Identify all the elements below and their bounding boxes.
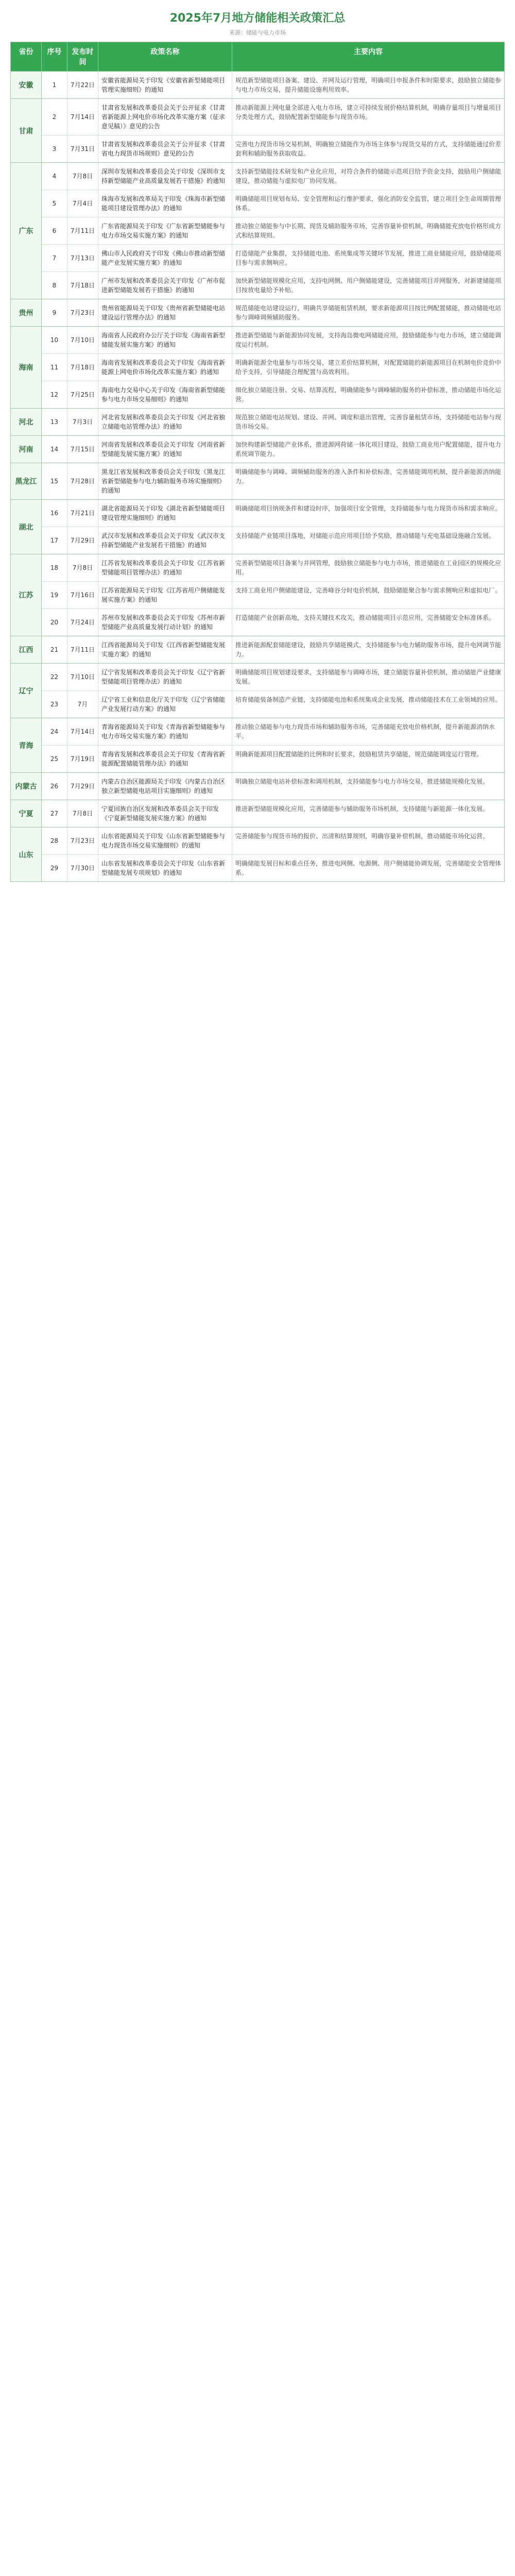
row-policy-name: 山东省能源局关于印发《山东省新型储能参与电力现货市场交易实施细则》的通知 [98, 827, 232, 854]
row-content: 明确独立储能电站补偿标准和调用机制，支持储能参与电力市场交易，推进储能规模化发展。 [235, 778, 489, 785]
province-group [11, 663, 504, 718]
row-number: 24 [42, 718, 67, 745]
table-row [42, 854, 504, 882]
row-number: 4 [42, 163, 67, 190]
province-cell: 江西 [11, 636, 42, 663]
row-policy-name: 武汉市发展和改革委员会关于印发《武汉市支持新型储能产业发展若干措施》的通知 [98, 527, 232, 554]
row-policy-name: 珠海市发展和改革局关于印发《珠海市新型储能项目建设管理办法》的通知 [98, 190, 232, 217]
row-content: 推动新能源上网电量全部进入电力市场，建立可持续发展价格结算机制，明确存量项目与增量项目分类处理方式，鼓励配置新型储能参与现货市场。 [235, 104, 502, 121]
province-group [11, 772, 504, 800]
province-group [11, 800, 504, 827]
province-group [11, 326, 504, 408]
row-policy-name: 河北省发展和改革委员会关于印发《河北省独立储能电站管理办法》的通知 [98, 409, 232, 435]
header-province: 省份 [11, 42, 42, 71]
row-policy-name: 甘肃省发展和改革委员会关于公开征求《甘肃省电力现货市场规则》意见的公告 [98, 135, 232, 162]
row-policy-name: 海南省发展和改革委员会关于印发《海南省新能源上网电价市场化改革实施方案》的通知 [98, 354, 232, 381]
row-policy-name: 广东省能源局关于印发《广东省新型储能参与电力市场交易实施方案》的通知 [98, 217, 232, 244]
table-row [42, 554, 504, 581]
province-group [11, 162, 504, 299]
row-date: 7月28日 [67, 463, 98, 499]
province-group [11, 71, 504, 98]
row-content: 明确储能项目规划建设要求，支持储能参与调峰市场，建立储能容量补偿机制，推动储能产业健康发展。 [235, 669, 502, 685]
row-policy-name: 辽宁省工业和信息化厅关于印发《辽宁省储能产业发展行动方案》的通知 [98, 691, 232, 718]
table-row [42, 463, 504, 499]
row-date: 7月30日 [67, 855, 98, 882]
province-cell: 湖北 [11, 500, 42, 554]
province-cell: 内蒙古 [11, 773, 42, 800]
row-date: 7月4日 [67, 190, 98, 217]
row-date: 7月14日 [67, 99, 98, 135]
row-policy-name: 江苏省能源局关于印发《江苏省用户侧储能发展实施方案》的通知 [98, 582, 232, 608]
header-content: 主要内容 [354, 48, 383, 56]
row-date: 7月25日 [67, 381, 98, 408]
row-number: 16 [42, 500, 67, 527]
row-number: 2 [42, 99, 67, 135]
row-number: 23 [42, 691, 67, 718]
province-cell: 甘肃 [11, 99, 42, 162]
province-group [11, 435, 504, 463]
province-group [11, 299, 504, 326]
row-content: 明确新能源全电量参与市场交易，建立差价结算机制，对配置储能的新能源项目在机制电价竞价中给予支持，引导储能合理配置与高效利用。 [235, 359, 502, 376]
row-date: 7月8日 [67, 800, 98, 827]
row-number: 7 [42, 245, 67, 272]
row-date: 7月29日 [67, 527, 98, 554]
province-cell: 辽宁 [11, 664, 42, 718]
province-rows [42, 327, 504, 408]
province-cell: 江苏 [11, 554, 42, 636]
province-cell: 海南 [11, 327, 42, 408]
row-number: 25 [42, 745, 67, 772]
row-number: 9 [42, 299, 67, 326]
page-title: 2025年7月地方储能相关政策汇总 [169, 12, 346, 25]
province-group [11, 98, 504, 162]
row-date: 7月3日 [67, 409, 98, 435]
row-date: 7月23日 [67, 827, 98, 854]
row-number: 26 [42, 773, 67, 800]
province-cell: 安徽 [11, 72, 42, 98]
row-content: 支持储能产业链项目落地，对储能示范应用项目给予奖励，推动储能与充电基础设施融合发展。 [235, 532, 495, 539]
row-date: 7月11日 [67, 636, 98, 663]
table-row [42, 773, 504, 800]
row-content: 推进新型储能与新能源协同发展，支持海岛微电网储能应用，鼓励储能参与电力市场，建立储能调度运行机制。 [235, 332, 502, 348]
row-date: 7月8日 [67, 554, 98, 581]
province-rows [42, 800, 504, 827]
row-date: 7月10日 [67, 664, 98, 690]
table-row [42, 272, 504, 299]
row-date: 7月10日 [67, 327, 98, 353]
table-row [42, 163, 504, 190]
row-policy-name: 黑龙江省发展和改革委员会关于印发《黑龙江省新型储能参与电力辅助服务市场实施细则》的通知 [98, 463, 232, 499]
row-content: 明确储能发展目标和重点任务，推进电网侧、电源侧、用户侧储能协调发展，完善储能安全管理体系。 [235, 860, 502, 876]
row-policy-name: 苏州市发展和改革委员会关于印发《苏州市新型储能产业高质量发展行动计划》的通知 [98, 609, 232, 636]
row-content: 明确储能项目纳规条件和建设时序，加强项目安全管理，支持储能参与电力现货市场和需求响应。 [235, 505, 502, 512]
row-number: 20 [42, 609, 67, 636]
table-row [42, 527, 504, 554]
province-rows [42, 773, 504, 800]
row-policy-name: 甘肃省发展和改革委员会关于公开征求《甘肃省新能源上网电价市场化改革实施方案（征求意见稿）》意见的公告 [98, 99, 232, 135]
row-content: 推进新能源配套储能建设，鼓励共享储能模式，支持储能参与电力辅助服务市场，提升电网调节能力。 [235, 641, 502, 658]
table-row [42, 353, 504, 381]
table-row [42, 664, 504, 690]
table-row [42, 99, 504, 135]
row-policy-name: 江苏省发展和改革委员会关于印发《江苏省新型储能项目管理办法》的通知 [98, 554, 232, 581]
row-number: 11 [42, 354, 67, 381]
province-group [11, 554, 504, 636]
page-subtitle: 来源：储能与电力市场 [229, 29, 286, 36]
row-policy-name: 辽宁省发展和改革委员会关于印发《辽宁省新型储能项目管理办法》的通知 [98, 664, 232, 690]
row-number: 27 [42, 800, 67, 827]
policy-table [10, 42, 505, 882]
row-content: 细化独立储能注册、交易、结算流程，明确储能参与调峰辅助服务的补偿标准，推动储能市场化运营。 [235, 386, 502, 403]
row-content: 加快新型储能规模化应用，支持电网侧、用户侧储能建设，完善储能项目并网服务，对新建储能项目按放电量给予补贴。 [235, 277, 502, 294]
row-date: 7月18日 [67, 272, 98, 299]
row-policy-name: 佛山市人民政府关于印发《佛山市推动新型储能产业发展实施方案》的通知 [98, 245, 232, 272]
row-policy-name: 内蒙古自治区能源局关于印发《内蒙古自治区独立新型储能电站项目实施细则》的通知 [98, 773, 232, 800]
row-date: 7月 [67, 691, 98, 718]
table-row [42, 135, 504, 162]
row-content: 推动独立储能参与中长期、现货及辅助服务市场，完善容量补偿机制，明确储能充放电价格形成方式和结算规则。 [235, 223, 502, 239]
row-policy-name: 湖北省能源局关于印发《湖北省新型储能项目建设管理实施细则》的通知 [98, 500, 232, 527]
province-rows [42, 99, 504, 162]
province-cell: 贵州 [11, 299, 42, 326]
row-content: 规范储能电站建设运行，明确共享储能租赁机制，要求新能源项目按比例配置储能，推动储能电站参与调峰调频辅助服务。 [235, 304, 502, 321]
row-date: 7月24日 [67, 609, 98, 636]
table-row [42, 581, 504, 608]
row-number: 29 [42, 855, 67, 882]
row-content: 明确储能参与调峰、调频辅助服务的准入条件和补偿标准，完善储能调用机制，提升新能源消纳能力。 [235, 468, 502, 485]
row-date: 7月23日 [67, 299, 98, 326]
province-group [11, 827, 504, 882]
row-number: 1 [42, 72, 67, 98]
province-rows [42, 72, 504, 98]
province-cell: 河南 [11, 436, 42, 463]
province-rows [42, 463, 504, 499]
row-number: 14 [42, 436, 67, 463]
province-rows [42, 636, 504, 663]
row-content: 完善新型储能项目备案与并网管理，鼓励独立储能参与电力市场，推进储能在工业园区的规模化应用。 [235, 560, 502, 576]
table-row [42, 327, 504, 353]
row-policy-name: 山东省发展和改革委员会关于印发《山东省新型储能发展专项规划》的通知 [98, 855, 232, 882]
page [0, 0, 515, 891]
table-body [11, 71, 504, 882]
province-rows [42, 409, 504, 435]
row-content: 完善储能参与现货市场的报价、出清和结算规则，明确容量补偿机制，推动储能市场化运营。 [235, 833, 489, 840]
table-row [42, 800, 504, 827]
row-policy-name: 海南电力交易中心关于印发《海南省新型储能参与电力市场交易细则》的通知 [98, 381, 232, 408]
row-content: 规范新型储能项目备案、建设、并网及运行管理，明确项目申报条件和时限要求，鼓励独立储能参与电力市场交易，提升储能设施利用效率。 [235, 77, 502, 93]
row-content: 推进新型储能规模化应用，完善储能参与辅助服务市场机制，支持储能与新能源一体化发展。 [235, 805, 489, 812]
row-policy-name: 广州市发展和改革委员会关于印发《广州市促进新型储能发展若干措施》的通知 [98, 272, 232, 299]
row-number: 19 [42, 582, 67, 608]
province-rows [42, 163, 504, 299]
row-content: 规范独立储能电站规划、建设、并网、调度和退出管理，完善容量租赁市场，支持储能电站参与现货市场交易。 [235, 414, 502, 430]
row-policy-name: 江西省能源局关于印发《江西省新型储能发展实施方案》的通知 [98, 636, 232, 663]
table-row [42, 72, 504, 98]
province-group [11, 499, 504, 554]
row-content: 完善电力现货市场交易机制，明确独立储能作为市场主体参与现货交易的方式，支持储能通过价差套利和辅助服务获取收益。 [235, 141, 502, 157]
province-cell: 河北 [11, 409, 42, 435]
table-row [42, 381, 504, 408]
header-date: 发布时间 [67, 42, 98, 71]
table-row [42, 718, 504, 745]
row-content: 推动独立储能参与电力现货市场和辅助服务市场，完善储能充放电价格机制，提升新能源消纳水平。 [235, 723, 495, 740]
row-number: 17 [42, 527, 67, 554]
province-group [11, 463, 504, 499]
table-row [42, 636, 504, 663]
table-row [42, 409, 504, 435]
province-group [11, 718, 504, 772]
table-row [42, 217, 504, 244]
header [0, 0, 515, 42]
table-row [42, 299, 504, 326]
row-date: 7月21日 [67, 500, 98, 527]
province-rows [42, 664, 504, 718]
row-date: 7月13日 [67, 245, 98, 272]
row-date: 7月11日 [67, 217, 98, 244]
row-number: 28 [42, 827, 67, 854]
row-content: 明确新能源项目配置储能的比例和时长要求，鼓励租赁共享储能，规范储能调度运行管理。 [235, 751, 483, 758]
row-number: 22 [42, 664, 67, 690]
row-date: 7月22日 [67, 72, 98, 98]
table-row [42, 745, 504, 772]
province-rows [42, 500, 504, 554]
row-date: 7月29日 [67, 773, 98, 800]
row-date: 7月19日 [67, 745, 98, 772]
row-date: 7月8日 [67, 163, 98, 190]
row-number: 8 [42, 272, 67, 299]
province-cell: 青海 [11, 718, 42, 772]
table-row [42, 244, 504, 272]
province-rows [42, 554, 504, 636]
province-group [11, 408, 504, 435]
province-group [11, 636, 504, 663]
table-row [42, 500, 504, 527]
row-content: 打造储能产业集群，支持储能电池、系统集成等关键环节发展，推进工商业储能应用，鼓励储能项目参与需求侧响应。 [235, 250, 502, 266]
row-date: 7月16日 [67, 582, 98, 608]
table-row [42, 436, 504, 463]
table-row [42, 608, 504, 636]
row-content: 支持工商业用户侧储能建设，完善峰谷分时电价机制，鼓励储能聚合参与需求侧响应和虚拟电厂。 [235, 587, 502, 594]
province-rows [42, 299, 504, 326]
province-cell: 山东 [11, 827, 42, 882]
table-row [42, 690, 504, 718]
row-policy-name: 青海省能源局关于印发《青海省新型储能参与电力市场交易实施方案》的通知 [98, 718, 232, 745]
province-cell: 宁夏 [11, 800, 42, 827]
row-number: 6 [42, 217, 67, 244]
row-policy-name: 深圳市发展和改革委员会关于印发《深圳市支持新型储能产业高质量发展若干措施》的通知 [98, 163, 232, 190]
row-number: 3 [42, 135, 67, 162]
row-number: 5 [42, 190, 67, 217]
row-number: 18 [42, 554, 67, 581]
row-policy-name: 贵州省能源局关于印发《贵州省新型储能电站建设运行管理办法》的通知 [98, 299, 232, 326]
province-rows [42, 827, 504, 882]
table-header [11, 42, 504, 71]
row-policy-name: 安徽省能源局关于印发《安徽省新型储能项目管理实施细则》的通知 [98, 72, 232, 98]
row-date: 7月15日 [67, 436, 98, 463]
table-row [42, 827, 504, 854]
table-row [42, 190, 504, 217]
row-date: 7月18日 [67, 354, 98, 381]
row-content: 培育储能装备制造产业链，支持储能电池和系统集成企业发展，推动储能技术在工业领域的应用。 [235, 696, 502, 703]
row-content: 加快构建新型储能产业体系，推进源网荷储一体化项目建设，鼓励工商业用户配置储能，提升电力系统调节能力。 [235, 441, 502, 457]
province-rows [42, 718, 504, 772]
row-policy-name: 河南省发展和改革委员会关于印发《河南省新型储能发展实施方案》的通知 [98, 436, 232, 463]
row-date: 7月14日 [67, 718, 98, 745]
row-number: 21 [42, 636, 67, 663]
row-date: 7月31日 [67, 135, 98, 162]
province-rows [42, 436, 504, 463]
header-policy-name: 政策名称 [98, 42, 232, 71]
row-content: 支持新型储能技术研发和产业化应用，对符合条件的储能示范项目给予资金支持，鼓励用户侧储能建设，推动储能与虚拟电厂协同发展。 [235, 168, 502, 184]
row-number: 10 [42, 327, 67, 353]
row-number: 13 [42, 409, 67, 435]
row-content: 明确储能项目规划布局、安全管理和运行维护要求，强化消防安全监管，建立项目全生命周期管理体系。 [235, 195, 502, 212]
row-number: 15 [42, 463, 67, 499]
row-policy-name: 海南省人民政府办公厅关于印发《海南省新型储能发展实施方案》的通知 [98, 327, 232, 353]
row-number: 12 [42, 381, 67, 408]
province-cell: 广东 [11, 163, 42, 299]
province-cell: 黑龙江 [11, 463, 42, 499]
row-content: 打造储能产业创新高地，支持关键技术攻关，推动储能项目示范应用，完善储能安全标准体系。 [235, 614, 495, 621]
header-number: 序号 [42, 42, 67, 71]
row-policy-name: 宁夏回族自治区发展和改革委员会关于印发《宁夏新型储能发展实施方案》的通知 [98, 800, 232, 827]
row-policy-name: 青海省发展和改革委员会关于印发《青海省新能源配置储能管理办法》的通知 [98, 745, 232, 772]
